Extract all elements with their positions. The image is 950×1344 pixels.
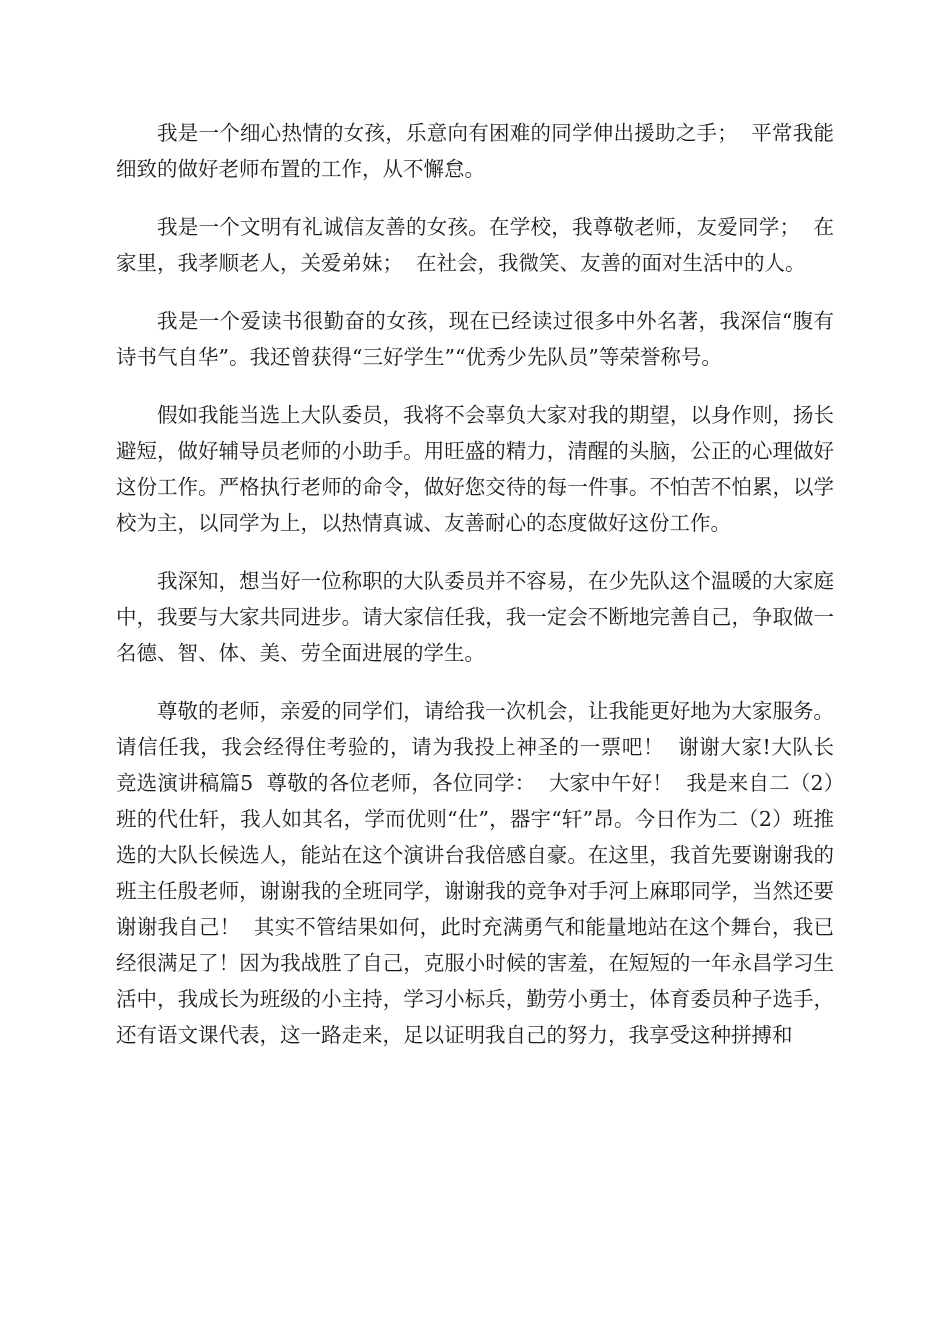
paragraph-2: 我是一个文明有礼诚信友善的女孩。在学校，我尊敬老师，友爱同学； 在家里，我孝顺老人，关爱弟妹； 在社会，我微笑、友善的面对生活中的人。: [116, 215, 834, 275]
paragraph-1: 我是一个细心热情的女孩，乐意向有困难的同学伸出援助之手； 平常我能细致的做好老师布置的工作，从不懈怠。: [116, 121, 834, 181]
paragraph-4: 假如我能当选上大队委员，我将不会辜负大家对我的期望，以身作则，扬长避短，做好辅导员老师的小助手。用旺盛的精力，清醒的头脑，公正的心理做好这份工作。严格执行老师的命令，做好您交待的每一件事。不怕苦不怕累，以学校为主，以同学为上，以热情真诚、友善耐心的态度做好这份工作。: [116, 403, 834, 535]
document-page: [116, 115, 834, 1075]
paragraph-5: 我深知，想当好一位称职的大队委员并不容易，在少先队这个温暖的大家庭中，我要与大家共同进步。请大家信任我，我一定会不断地完善自己，争取做一名德、智、体、美、劳全面进展的学生。: [116, 569, 834, 665]
paragraph-6: 尊敬的老师，亲爱的同学们，请给我一次机会，让我能更好地为大家服务。请信任我，我会经得住考验的，请为我投上神圣的一票吧！ 谢谢大家!大队长竞选演讲稿篇5 尊敬的各位老师，各位同学： 大家中午好！ 我是来自二（2）班的代仕轩，我人如其名，学而优则“仕”，器宇“轩”昂。今日作为二（2）班推选的大队长候选人，能站在这个演讲台我倍感自豪。在这里，我首先要谢谢我的班主任殷老师，谢谢我的全班同学，谢谢我的竞争对手河上麻耶同学，当然还要谢谢我自己！ 其实不管结果如何，此时充满勇气和能量地站在这个舞台，我已经很满足了！因为我战胜了自己，克服小时候的害羞，在短短的一年永昌学习生活中，我成长为班级的小主持，学习小标兵，勤劳小勇士，体育委员种子选手，还有语文课代表，这一路走来，足以证明我自己的努力，我享受这种拼搏和: [116, 699, 834, 1047]
paragraph-3: 我是一个爱读书很勤奋的女孩，现在已经读过很多中外名著，我深信“腹有诗书气自华”。我还曾获得“三好学生”“优秀少先队员”等荣誉称号。: [116, 309, 834, 369]
